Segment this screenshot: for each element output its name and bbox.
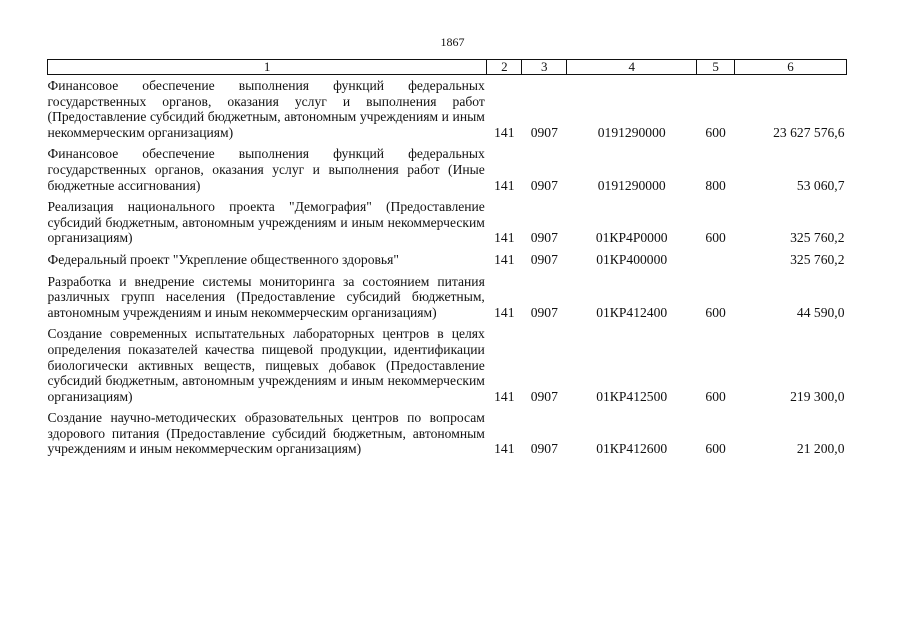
expense-type-code [697, 246, 735, 268]
row-description: Создание научно-методических образовательных центров по вопросам здорового питания (Предоставление субсидий бюджетным, автономным учреждениям и иным некоммерческим организациям) [47, 410, 485, 457]
table-row [48, 246, 847, 268]
amount: 23 627 576,6 [773, 124, 845, 140]
row-description: Разработка и внедрение системы мониторинга за состоянием питания различных групп населения (Предоставление субсидий бюджетным, автономным учреждениям и иным некоммерческим организациям) [47, 273, 485, 320]
amount: 325 760,2 [790, 251, 845, 267]
target-article-code: 01КР4Р0000 [595, 230, 668, 246]
table-row [48, 75, 847, 141]
table-row [48, 140, 847, 193]
section-code: 0907 [530, 230, 558, 246]
amount: 219 300,0 [790, 388, 845, 404]
budget-table [47, 59, 847, 457]
column-header-3: 3 [522, 60, 567, 75]
target-article-code: 01КР412600 [596, 441, 668, 457]
column-header-5: 5 [697, 60, 735, 75]
ministry-code: 141 [494, 124, 515, 140]
target-article-code: 01КР400000 [596, 251, 668, 267]
expense-type-code: 600 [705, 441, 726, 457]
section-code: 0907 [530, 251, 558, 267]
amount: 325 760,2 [790, 230, 845, 246]
amount: 44 590,0 [796, 304, 845, 320]
expense-type-code: 600 [705, 388, 726, 404]
section-code: 0907 [530, 304, 558, 320]
target-article-code: 0191290000 [597, 177, 666, 193]
table-row [48, 193, 847, 246]
row-description: Реализация национального проекта "Демография" (Предоставление субсидий бюджетным, автономным учреждениям и иным некоммерческим организациям) [47, 199, 485, 246]
ministry-code: 141 [494, 304, 515, 320]
target-article-code: 0191290000 [597, 124, 666, 140]
ministry-code: 141 [494, 230, 515, 246]
expense-type-code: 800 [705, 177, 726, 193]
ministry-code: 141 [494, 177, 515, 193]
target-article-code: 01КР412400 [596, 304, 668, 320]
expense-type-code: 600 [705, 230, 726, 246]
ministry-code: 141 [494, 251, 515, 267]
expense-type-code: 600 [705, 304, 726, 320]
target-article-code: 01КР412500 [596, 388, 668, 404]
amount: 21 200,0 [796, 441, 845, 457]
row-description: Создание современных испытательных лабораторных центров в целях определения показателей качества пищевой продукции, идентификации биологически активных веществ, пищевых добавок (Предоставление субсидий бюджетным, автономным учреждениям и иным некоммерческим организациям) [47, 326, 485, 404]
column-header-4: 4 [567, 60, 697, 75]
table-row [48, 268, 847, 321]
section-code: 0907 [530, 441, 558, 457]
row-description: Федеральный проект "Укрепление общественного здоровья" [47, 251, 399, 267]
section-code: 0907 [530, 124, 558, 140]
section-code: 0907 [530, 388, 558, 404]
column-header-1: 1 [48, 60, 487, 75]
table-row [48, 320, 847, 404]
row-description: Финансовое обеспечение выполнения функций федеральных государственных органов, оказания услуг и выполнения работ (Предоставление субсидий бюджетным, автономным учреждениям и иным некоммерческим организациям) [47, 78, 485, 140]
ministry-code: 141 [494, 441, 515, 457]
section-code: 0907 [530, 177, 558, 193]
page-number: 1867 [440, 35, 465, 49]
table-row [48, 404, 847, 457]
column-number-header [48, 60, 847, 75]
column-header-2: 2 [487, 60, 522, 75]
row-description: Финансовое обеспечение выполнения функций федеральных государственных органов, оказания услуг и выполнения работ (Иные бюджетные ассигнования) [47, 146, 485, 193]
column-header-6: 6 [735, 60, 847, 75]
ministry-code: 141 [494, 388, 515, 404]
expense-type-code: 600 [705, 124, 726, 140]
amount: 53 060,7 [796, 177, 845, 193]
